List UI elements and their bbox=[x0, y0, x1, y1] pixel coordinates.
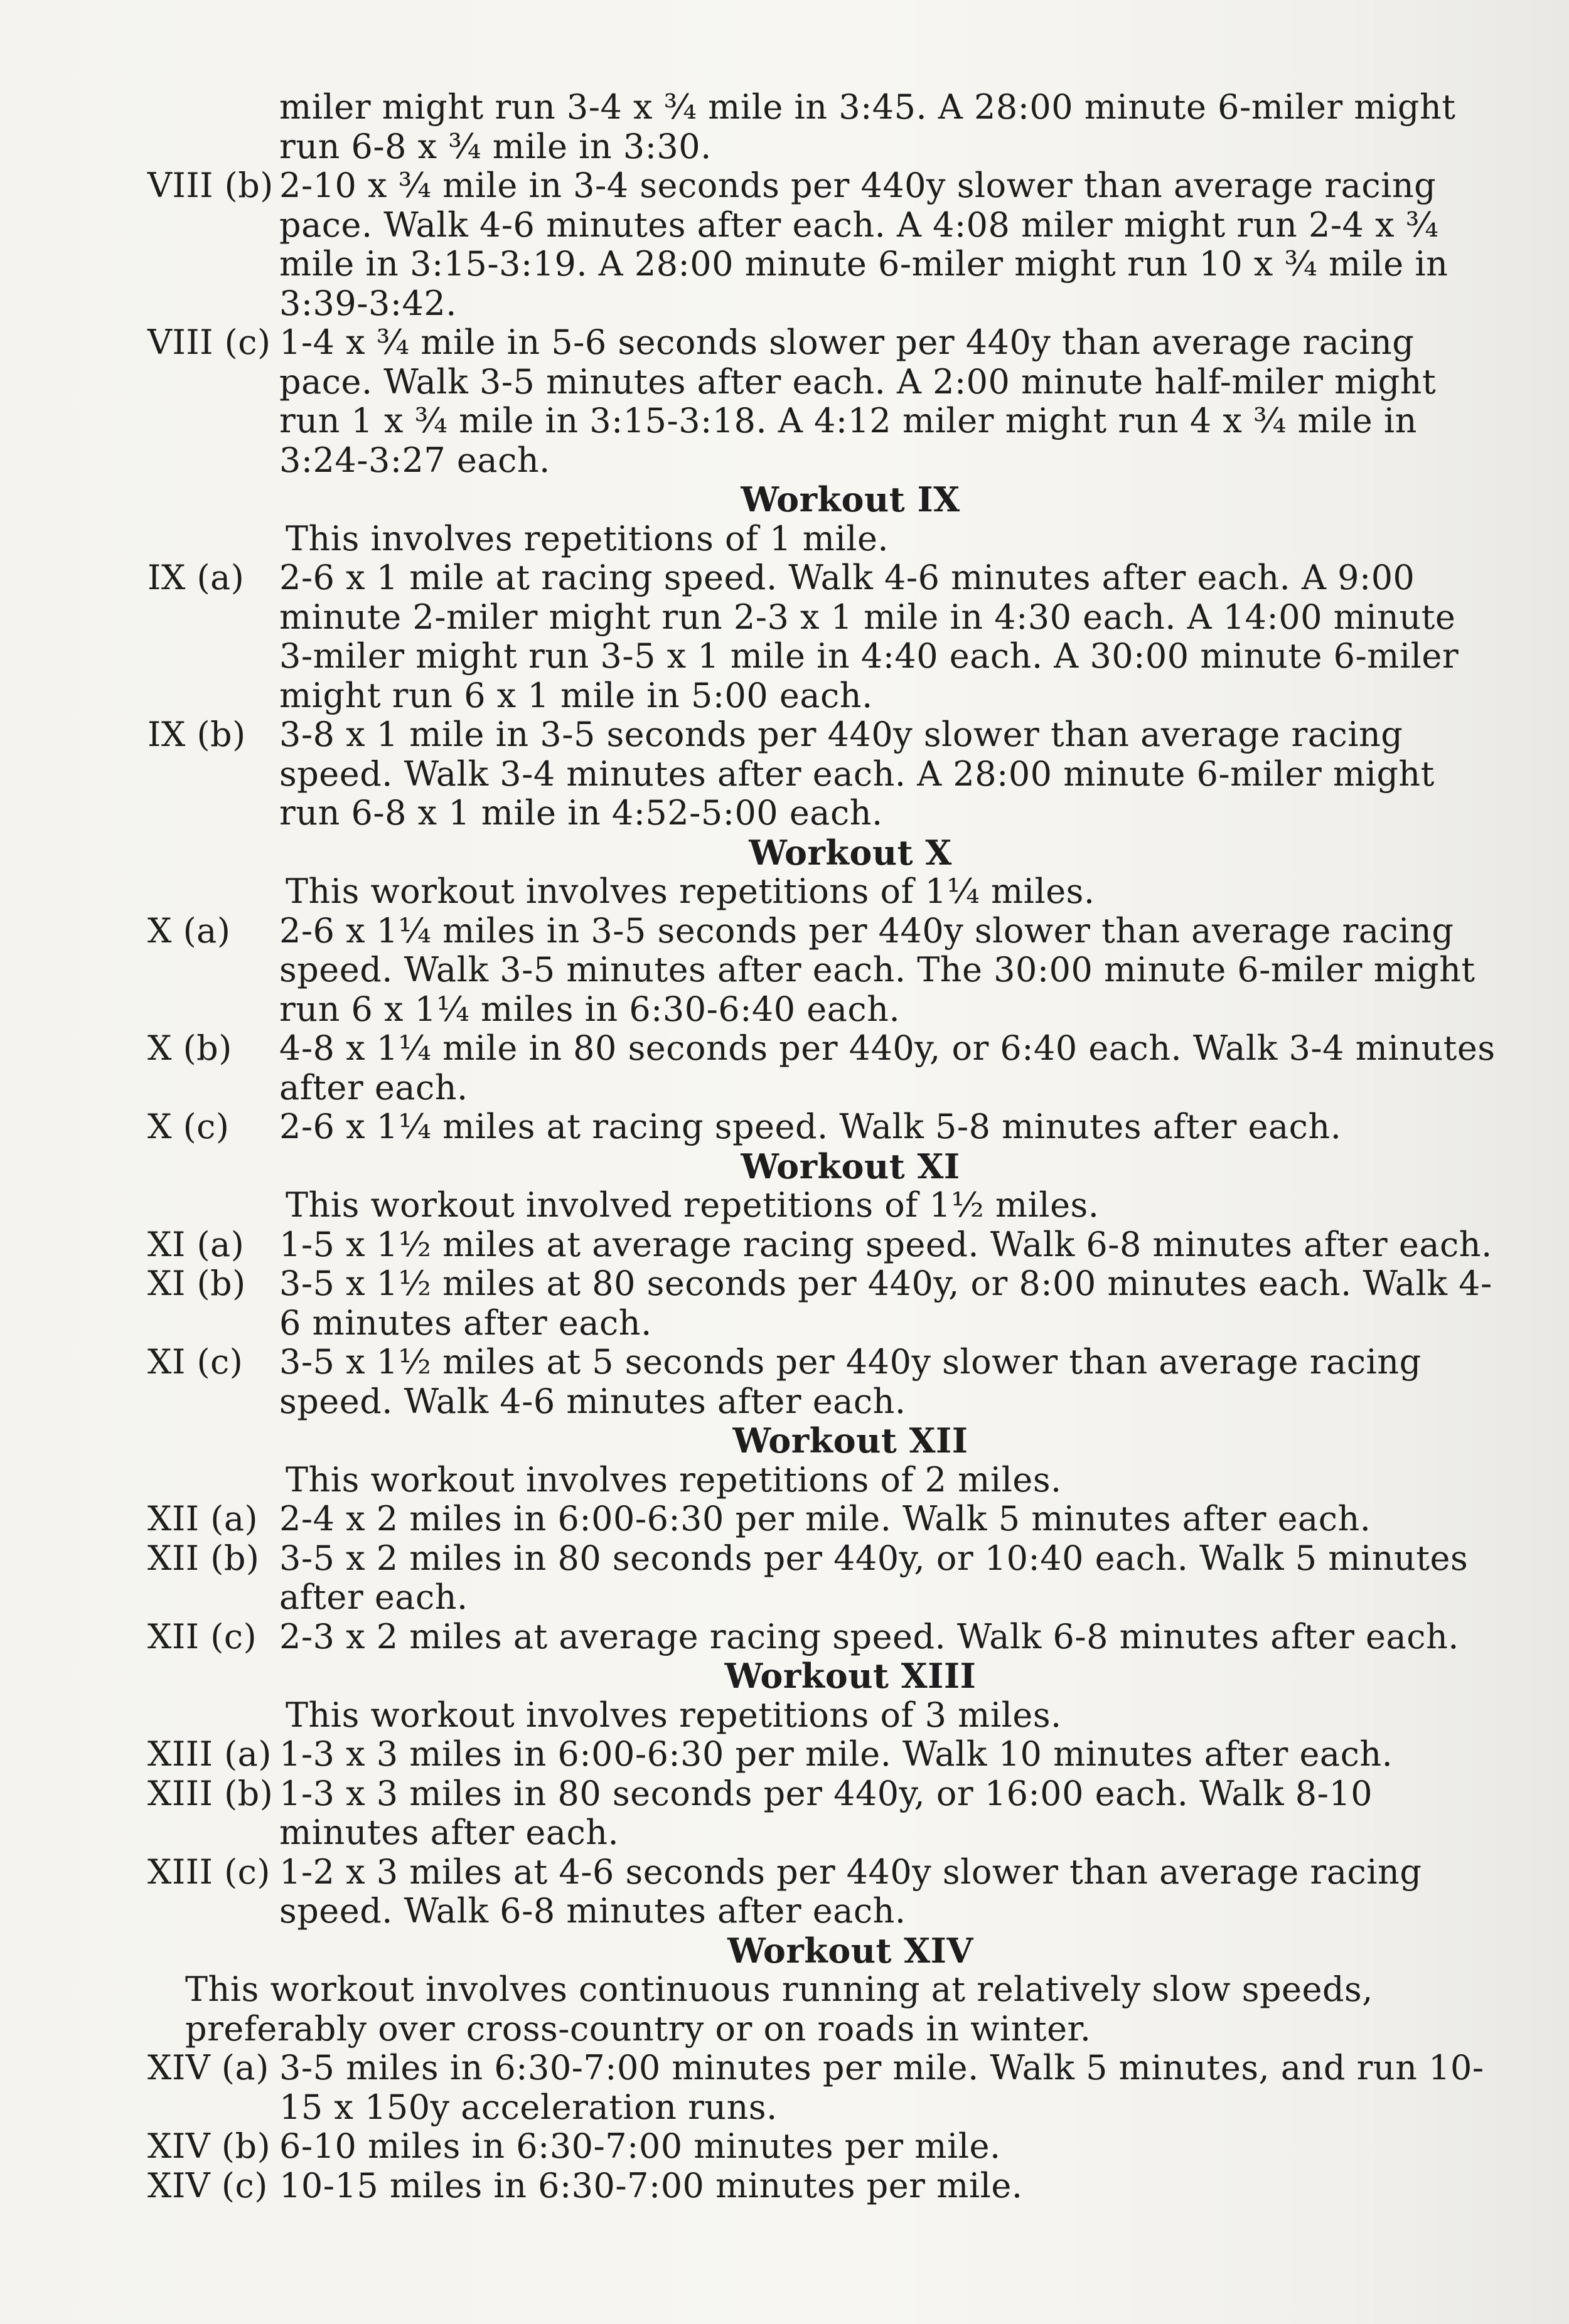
item-code: XII (b) bbox=[147, 1538, 260, 1578]
item-xiii-c bbox=[147, 1853, 1497, 1931]
item-text: 3-5 x 2 miles in 80 seconds per 440y, or 10:40 each. Walk 5 minutes after each. bbox=[279, 1538, 1469, 1617]
item-text: 1-4 x ¾ mile in 5-6 seconds slower per 440y than average racing pace. Walk 3-5 minutes after each. A 2:00 minute half-miler might run 1 x ¾ mile in 3:15-3:18. A 4:12 miler might run 4 x ¾ mile in 3:24-3:27 each. bbox=[279, 322, 1437, 480]
item-code: XI (a) bbox=[147, 1224, 245, 1264]
continuation-paragraph: miler might run 3-4 x ¾ mile in 3:45. A 28:00 minute 6-miler might run 6-8 x ¾ mile in 3:30. bbox=[279, 87, 1456, 166]
workout-xi-intro: This workout involved repetitions of 1½ miles. bbox=[286, 1185, 1100, 1225]
workout-xi-heading: Workout XI bbox=[741, 1146, 960, 1186]
item-code: X (a) bbox=[147, 910, 231, 951]
item-x-b bbox=[147, 1029, 1497, 1107]
item-code: XIV (c) bbox=[147, 2165, 268, 2205]
item-code: IX (b) bbox=[147, 715, 246, 754]
item-text: 6-10 miles in 6:30-7:00 minutes per mile. bbox=[279, 2126, 1001, 2166]
item-text: 1-5 x 1½ miles at average racing speed. Walk 6-8 minutes after each. bbox=[279, 1224, 1492, 1264]
item-xii-b bbox=[147, 1539, 1497, 1618]
item-xii-c bbox=[147, 1618, 1497, 1657]
item-text: 2-3 x 2 miles at average racing speed. Walk 6-8 minutes after each. bbox=[279, 1616, 1459, 1656]
item-text: 10-15 miles in 6:30-7:00 minutes per mile. bbox=[279, 2165, 1023, 2205]
workout-ix-heading: Workout IX bbox=[741, 479, 960, 520]
workout-ix-intro: This involves repetitions of 1 mile. bbox=[286, 518, 889, 558]
item-text: 4-8 x 1¼ mile in 80 seconds per 440y, or 6:40 each. Walk 3-4 minutes after each. bbox=[279, 1028, 1496, 1107]
item-code: XII (c) bbox=[147, 1616, 257, 1656]
item-code: XIV (a) bbox=[147, 2048, 269, 2087]
item-code: VIII (c) bbox=[147, 322, 271, 362]
page-text bbox=[147, 88, 1497, 2205]
item-code: VIII (b) bbox=[147, 166, 274, 205]
item-x-c bbox=[147, 1107, 1497, 1147]
item-xiii-a bbox=[147, 1735, 1497, 1774]
item-code: X (c) bbox=[147, 1107, 230, 1146]
item-code: XIII (b) bbox=[147, 1773, 274, 1813]
workout-xii-heading: Workout XII bbox=[732, 1421, 968, 1461]
item-xi-a bbox=[147, 1225, 1497, 1265]
item-ix-a bbox=[147, 558, 1497, 715]
item-ix-b bbox=[147, 715, 1497, 833]
item-text: 1-3 x 3 miles in 6:00-6:30 per mile. Walk 10 minutes after each. bbox=[279, 1734, 1393, 1774]
item-code: X (b) bbox=[147, 1028, 232, 1068]
item-viii-b bbox=[147, 166, 1497, 323]
item-text: 2-4 x 2 miles in 6:00-6:30 per mile. Walk 5 minutes after each. bbox=[279, 1499, 1371, 1538]
item-text: 3-5 x 1½ miles at 80 seconds per 440y, or 8:00 minutes each. Walk 4-6 minutes after each. bbox=[279, 1264, 1492, 1343]
item-code: XIII (a) bbox=[147, 1734, 272, 1774]
workout-xii-intro: This workout involves repetitions of 2 miles. bbox=[286, 1459, 1062, 1500]
item-text: 2-6 x 1 mile at racing speed. Walk 4-6 minutes after each. A 9:00 minute 2-miler might run 2-3 x 1 mile in 4:30 each. A 14:00 minute 3-miler might run 3-5 x 1 mile in 4:40 each. A 30:00 minute 6-miler might run 6 x 1 mile in 5:00 each. bbox=[279, 558, 1459, 715]
item-xiii-b bbox=[147, 1774, 1497, 1853]
item-text: 1-3 x 3 miles in 80 seconds per 440y, or 16:00 each. Walk 8-10 minutes after each. bbox=[279, 1773, 1373, 1852]
item-x-a bbox=[147, 912, 1497, 1030]
workout-xiv-intro: This workout involves continuous running at relatively slow speeds, preferably over cross-country or on roads in winter. bbox=[185, 1970, 1373, 2049]
item-code: XIV (b) bbox=[147, 2126, 271, 2166]
item-text: 2-10 x ¾ mile in 3-4 seconds per 440y slower than average racing pace. Walk 4-6 minutes after each. A 4:08 miler might run 2-4 x ¾ mile in 3:15-3:19. A 28:00 minute 6-miler might run 10 x ¾ mile in 3:39-3:42. bbox=[279, 166, 1449, 323]
item-xi-b bbox=[147, 1264, 1497, 1343]
item-xiv-b bbox=[147, 2127, 1497, 2167]
workout-xiii-heading: Workout XIII bbox=[724, 1656, 977, 1696]
workout-x-heading: Workout X bbox=[749, 832, 952, 873]
item-code: XI (b) bbox=[147, 1264, 246, 1303]
item-xiv-a bbox=[147, 2049, 1497, 2127]
workout-x-intro: This workout involves repetitions of 1¼ miles. bbox=[286, 872, 1095, 911]
workout-xiv-heading: Workout XIV bbox=[727, 1930, 973, 1971]
item-code: XI (c) bbox=[147, 1342, 244, 1382]
item-xi-c bbox=[147, 1343, 1497, 1421]
item-viii-c bbox=[147, 323, 1497, 480]
item-xiv-c bbox=[147, 2167, 1497, 2206]
item-text: 3-5 x 1½ miles at 5 seconds per 440y slower than average racing speed. Walk 4-6 minutes after each. bbox=[279, 1342, 1422, 1421]
item-code: IX (a) bbox=[147, 558, 245, 597]
item-text: 1-2 x 3 miles at 4-6 seconds per 440y slower than average racing speed. Walk 6-8 minutes after each. bbox=[279, 1852, 1422, 1931]
item-text: 3-8 x 1 mile in 3-5 seconds per 440y slower than average racing speed. Walk 3-4 minutes after each. A 28:00 minute 6-miler might run 6-8 x 1 mile in 4:52-5:00 each. bbox=[279, 715, 1435, 833]
item-text: 2-6 x 1¼ miles at racing speed. Walk 5-8 minutes after each. bbox=[279, 1107, 1342, 1146]
item-xii-a bbox=[147, 1500, 1497, 1539]
workout-xiii-intro: This workout involves repetitions of 3 miles. bbox=[286, 1695, 1062, 1735]
item-text: 3-5 miles in 6:30-7:00 minutes per mile. Walk 5 minutes, and run 10-15 x 150y acceleration runs. bbox=[279, 2048, 1484, 2127]
item-code: XII (a) bbox=[147, 1499, 259, 1538]
item-text: 2-6 x 1¼ miles in 3-5 seconds per 440y slower than average racing speed. Walk 3-5 minutes after each. The 30:00 minute 6-miler might run 6 x 1¼ miles in 6:30-6:40 each. bbox=[279, 910, 1475, 1029]
item-code: XIII (c) bbox=[147, 1852, 270, 1892]
